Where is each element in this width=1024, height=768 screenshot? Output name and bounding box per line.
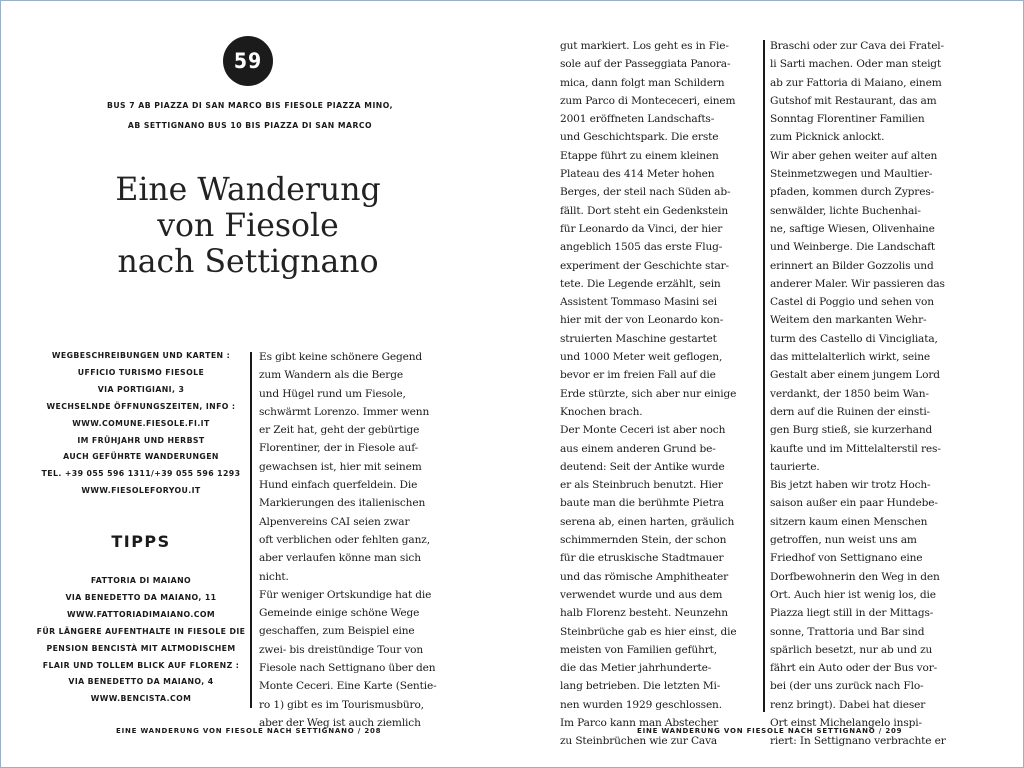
body-line: Castel di Poggio und sehen von (770, 296, 934, 309)
column-rule (763, 40, 765, 712)
body-line: Knochen brach. (560, 405, 643, 418)
info-line: WEGBESCHREIBUNGEN UND KARTEN : (51, 351, 231, 360)
info-line: AUCH GEFÜHRTE WANDERUNGEN (63, 452, 219, 462)
body-line: baute man die berühmte Pietra (560, 497, 724, 510)
body-line: zum Parco di Montececeri, einem (560, 94, 736, 107)
body-line: er Zeit hat, geht der gebürtige (259, 424, 420, 437)
footer-left: EINE WANDERUNG VON FIESOLE NACH SETTIGNANO / 208 (116, 727, 382, 735)
body-line: pfaden, kommen durch Zypres- (770, 186, 935, 199)
body-line: Fiesole nach Settignano über den (259, 662, 436, 675)
body-line: nen wurden 1929 geschlossen. (560, 698, 722, 711)
body-line: zum Wandern als die Berge (259, 369, 403, 382)
body-line: und Weinberge. Die Landschaft (770, 241, 936, 254)
body-line: anderer Maler. Wir passieren das (770, 277, 945, 290)
body-column-right-2 (770, 37, 946, 751)
body-line: kaufte und im Mittelalterstil res- (770, 442, 941, 455)
body-line: Bis jetzt haben wir trotz Hoch- (770, 479, 931, 492)
tipps-heading: TIPPS (111, 532, 171, 551)
body-line: Steinbrüche gab es hier einst, die (560, 625, 737, 638)
body-column-left (259, 348, 437, 732)
body-line: renz bringt). Dabei hat dieser (770, 698, 926, 711)
chapter-number-badge: 59 (223, 36, 273, 86)
body-line: Sonntag Florentiner Familien (770, 113, 925, 126)
footer-right: EINE WANDERUNG VON FIESOLE NACH SETTIGNANO / 209 (637, 727, 903, 735)
body-line: gen Burg stieß, sie kurzerhand (770, 424, 933, 437)
info-line: TEL. +39 055 596 1311/+39 055 596 1293 (41, 469, 241, 479)
body-line: riert: In Settignano verbrachte er (770, 735, 946, 748)
body-line: fährt ein Auto oder der Bus vor- (770, 662, 938, 675)
body-line: Monte Ceceri. Eine Karte (Sentie- (259, 680, 437, 693)
body-line: zum Picknick anlockt. (770, 131, 885, 144)
body-line: aber verlaufen könne man sich (259, 552, 421, 565)
tipps-line: PENSION BENCISTÀ MIT ALTMODISCHEM (46, 643, 236, 653)
tipps-line: VIA BENEDETTO DA MAIANO, 11 (65, 592, 217, 602)
body-line: Dorfbewohnerin den Weg in den (770, 570, 940, 583)
info-line: WECHSELNDE ÖFFNUNGSZEITEN, INFO : (46, 401, 236, 411)
body-line: die das Metier jahrhunderte- (560, 662, 712, 675)
body-line: gewachsen ist, hier mit seinem (259, 460, 422, 473)
body-line: Braschi oder zur Cava dei Fratel- (770, 40, 944, 52)
tipps-line: WWW.BENCISTA.COM (90, 694, 192, 704)
body-line: Florentiner, der in Fiesole auf- (259, 442, 419, 455)
info-line: WWW.COMUNE.FIESOLE.FI.IT (72, 418, 210, 428)
body-line: saison außer ein paar Hundebe- (770, 497, 938, 510)
body-line: Steinmetzwegen und Maultier- (770, 168, 933, 181)
body-line: nicht. (259, 570, 289, 583)
body-line: Weitem den markanten Wehr- (770, 314, 927, 327)
body-line: lang betrieben. Die letzten Mi- (560, 680, 721, 693)
title-line: nach Settignano (117, 244, 379, 280)
body-line: zu Steinbrüchen wie zur Cava (560, 735, 718, 748)
body-line: struierten Maschine gestartet (560, 332, 717, 345)
body-line: Der Monte Ceceri ist aber noch (560, 424, 726, 437)
body-line: Hund einfach querfeldein. Die (259, 479, 418, 492)
body-line: und das römische Amphitheater (560, 570, 728, 583)
body-line: aber der Weg ist auch ziemlich (259, 716, 421, 729)
info-line: IM FRÜHJAHR UND HERBST (77, 435, 205, 445)
body-line: erinnert an Bilder Gozzolis und (770, 259, 934, 272)
right-page (512, 0, 1024, 768)
title-line: Eine Wanderung (115, 172, 381, 208)
info-line: UFFICIO TURISMO FIESOLE (77, 367, 205, 377)
body-line: Piazza liegt still in der Mittags- (770, 607, 934, 620)
body-line: getroffen, nun weist uns am (770, 534, 917, 547)
body-line: für die etruskische Stadtmauer (560, 552, 724, 565)
body-line: dern auf die Ruinen der einsti- (770, 405, 930, 418)
body-line: und Hügel rund um Fiesole, (259, 387, 406, 400)
body-line: mica, dann folgt man Schildern (560, 76, 725, 89)
body-line: sole auf der Passeggiata Panora- (560, 58, 731, 71)
article-title (48, 172, 448, 280)
body-line: serena ab, einen harten, gräulich (560, 515, 735, 528)
tipps-line: WWW.FATTORIADIMAIANO.COM (66, 609, 216, 619)
body-line: verwendet wurde und aus dem (560, 588, 723, 601)
body-line: Friedhof von Settignano eine (770, 552, 923, 565)
tipps-line: FLAIR UND TOLLEM BLICK AUF FLORENZ : (42, 660, 240, 670)
body-line: hier mit der von Leonardo kon- (560, 314, 724, 327)
body-line: ro 1) gibt es im Tourismusbüro, (259, 698, 424, 711)
info-line: WWW.FIESOLEFORYOU.IT (81, 486, 201, 496)
body-column-right-1 (560, 37, 737, 751)
body-line: und Geschichtspark. Die erste (560, 131, 719, 144)
body-line: Gutshof mit Restaurant, das am (770, 94, 937, 107)
body-line: Alpenvereins CAI seien zwar (259, 515, 410, 528)
body-line: bevor er im freien Fall auf die (560, 369, 716, 382)
info-line: VIA PORTIGIANI, 3 (97, 384, 185, 394)
body-line: Gestalt aber einem jungem Lord (770, 369, 940, 382)
body-line: und 1000 Meter weit geflogen, (560, 351, 723, 364)
column-rule (250, 352, 252, 708)
body-line: deutend: Seit der Antike wurde (560, 460, 725, 473)
body-line: Berges, der steil nach Süden ab- (560, 186, 731, 199)
body-line: 2001 eröffneten Landschafts- (560, 113, 715, 126)
body-line: Wir aber gehen weiter auf alten (770, 149, 938, 162)
body-line: Plateau des 414 Meter hohen (560, 168, 715, 181)
body-line: aus einem anderen Grund be- (560, 442, 716, 455)
tipps-box (32, 573, 250, 708)
body-line: er als Steinbruch benutzt. Hier (560, 479, 723, 492)
info-box (32, 348, 250, 500)
body-line: das mittelalterlich wirkt, seine (770, 351, 931, 364)
body-line: Für weniger Ortskundige hat die (259, 588, 432, 601)
body-line: schwärmt Lorenzo. Immer wenn (259, 405, 430, 418)
body-line: gut markiert. Los geht es in Fie- (560, 40, 729, 52)
title-line: von Fiesole (157, 208, 339, 244)
body-line: bei (der uns zurück nach Flo- (770, 680, 924, 693)
body-line: verdankt, der 1850 beim Wan- (770, 387, 929, 400)
body-line: schimmernden Stein, der schon (560, 534, 727, 547)
bus-info-line-1: BUS 7 AB PIAZZA DI SAN MARCO BIS FIESOLE PIAZZA MINO, (106, 101, 394, 110)
body-line: Erde stürzte, sich aber nur einige (560, 387, 737, 400)
body-line: Etappe führt zu einem kleinen (560, 149, 719, 162)
body-line: Assistent Tommaso Masini sei (560, 296, 717, 309)
body-line: experiment der Geschichte star- (560, 259, 729, 272)
body-line: Ort. Auch hier ist wenig los, die (770, 588, 936, 601)
body-line: oft verblichen oder fehlten ganz, (259, 533, 430, 546)
tipps-line: FÜR LÄNGERE AUFENTHALTE IN FIESOLE DIE (36, 626, 246, 636)
body-line: fällt. Dort steht ein Gedenkstein (560, 204, 729, 217)
body-line: zwei- bis dreistündige Tour von (259, 643, 424, 656)
body-line: sitzern kaum einen Menschen (770, 515, 928, 528)
body-line: li Sarti machen. Oder man steigt (770, 58, 942, 71)
body-line: spärlich besetzt, nur ab und zu (770, 643, 933, 656)
tipps-line: FATTORIA DI MAIANO (90, 576, 192, 585)
body-line: geschaffen, zum Beispiel eine (259, 625, 415, 638)
body-line: Markierungen des italienischen (259, 497, 426, 510)
body-line: ab zur Fattoria di Maiano, einem (770, 76, 942, 89)
body-line: senwälder, lichte Buchenhai- (770, 204, 921, 217)
body-line: Gemeinde einige schöne Wege (259, 607, 420, 620)
body-line: für Leonardo da Vinci, der hier (560, 222, 723, 235)
body-line: Im Parco kann man Abstecher (560, 716, 719, 729)
body-line: ne, saftige Wiesen, Olivenhaine (770, 222, 935, 235)
body-line: angeblich 1505 das erste Flug- (560, 241, 723, 254)
body-line: Es gibt keine schönere Gegend (259, 351, 423, 363)
body-line: taurierte. (770, 460, 820, 473)
body-line: Ort einst Michelangelo inspi- (770, 716, 922, 729)
body-line: halb Florenz besteht. Neunzehn (560, 607, 728, 620)
body-line: sonne, Trattoria und Bar sind (770, 625, 925, 638)
tipps-line: VIA BENEDETTO DA MAIANO, 4 (68, 677, 214, 687)
body-line: turm des Castello di Vincigliata, (770, 332, 938, 345)
body-line: tete. Die Legende erzählt, sein (560, 277, 721, 290)
bus-info-line-2: AB SETTIGNANO BUS 10 BIS PIAZZA DI SAN MARCO (127, 121, 373, 130)
body-line: meisten von Familien geführt, (560, 643, 717, 656)
